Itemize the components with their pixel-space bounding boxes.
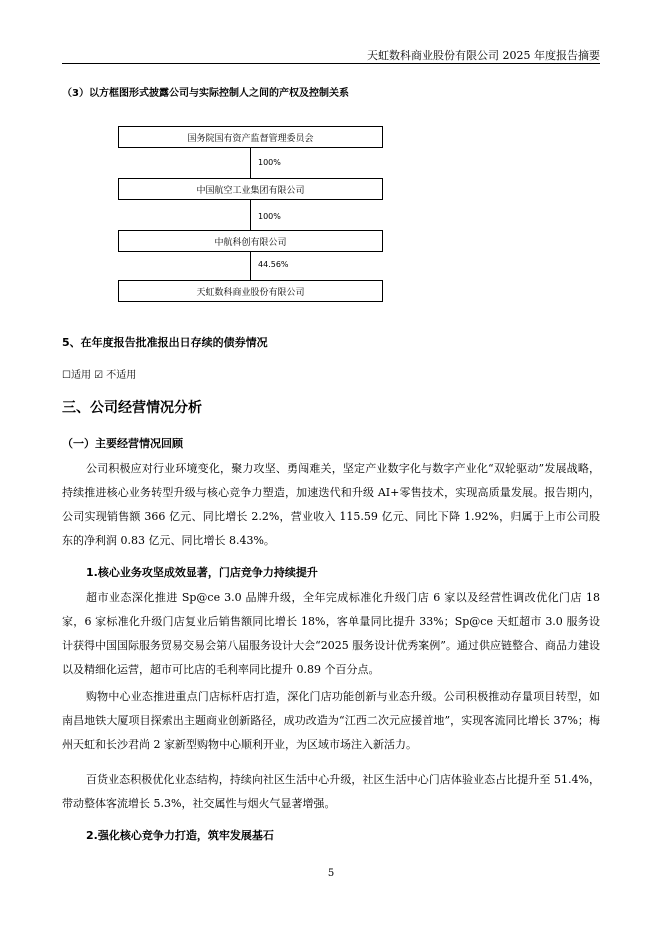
ownership-heading: （3）以方框图形式披露公司与实际控制人之间的产权及控制关系 [62, 88, 349, 99]
competitiveness-heading: 2.强化核心竞争力打造，筑牢发展基石 [86, 829, 274, 842]
ownership-percent: 100% [258, 212, 281, 221]
ownership-box-avic-innovation: 中航科创有限公司 [118, 230, 383, 252]
ownership-connector [250, 200, 251, 230]
ownership-connector [250, 252, 251, 280]
ownership-box-sasac: 国务院国有资产监督管理委员会 [118, 126, 383, 148]
ownership-box-avic: 中国航空工业集团有限公司 [118, 178, 383, 200]
shopping-center-paragraph: 购物中心业态推进重点门店标杆店打造，深化门店功能创新与业态升级。公司积极推动存量项目转型，如南昌地铁大厦项目探索出主题商业创新路径，成功改造为“江西二次元应援首地”，实现客流同比增长 37%；梅州天虹和长沙君尚 2 家新型购物中心顺利开业，为区域市场注入新活力。 [62, 690, 600, 751]
page-number: 5 [327, 868, 335, 879]
ownership-chart [0, 0, 662, 320]
operations-review-heading: （一）主要经营情况回顾 [62, 437, 183, 450]
ownership-box-rainbow: 天虹数科商业股份有限公司 [118, 280, 383, 302]
ownership-percent: 100% [258, 158, 281, 167]
page-header-title: 天虹数科商业股份有限公司 2025 年度报告摘要 [367, 49, 600, 62]
business-analysis-heading: 三、公司经营情况分析 [62, 400, 202, 416]
ownership-connector [250, 148, 251, 178]
core-business-heading: 1.核心业务攻坚成效显著，门店竞争力持续提升 [86, 566, 318, 579]
department-store-paragraph: 百货业态积极优化业态结构，持续向社区生活中心升级，社区生活中心门店体验业态占比提升至 51.4%，带动整体客流增长 5.3%，社交属性与烟火气显著增强。 [62, 773, 600, 810]
bond-applicability-options: ☐适用 ☑ 不适用 [62, 370, 137, 381]
overview-paragraph: 公司积极应对行业环境变化，聚力攻坚、勇闯难关，坚定产业数字化与数字产业化“双轮驱动”发展战略，持续推进核心业务转型升级与核心竞争力塑造，加速迭代和升级 AI+零售技术，实现高质量发展。报告期内，公司实现销售额 366 亿元、同比增长 2.2%，营业收入 115.59 亿元、同比下降 1.92%，归属于上市公司股东的净利润 0.83 亿元、同比增长 8.43%。 [62, 462, 600, 547]
supermarket-paragraph: 超市业态深化推进 Sp@ce 3.0 品牌升级，全年完成标准化升级门店 6 家以及经营性调改优化门店 18 家，6 家标准化升级门店复业后销售额同比增长 18%，客单量同比提升 33%；Sp@ce 天虹超市 3.0 服务设计获得中国国际服务贸易交易会第八届服务设计大会“2025 服务设计优秀案例”。通过供应链整合、商品力建设以及精细化运营，超市可比店的毛利率同比提升 0.89 个百分点。 [62, 591, 600, 676]
ownership-percent: 44.56% [258, 260, 289, 269]
bond-section-heading: 5、在年度报告批准报出日存续的债券情况 [62, 336, 268, 349]
